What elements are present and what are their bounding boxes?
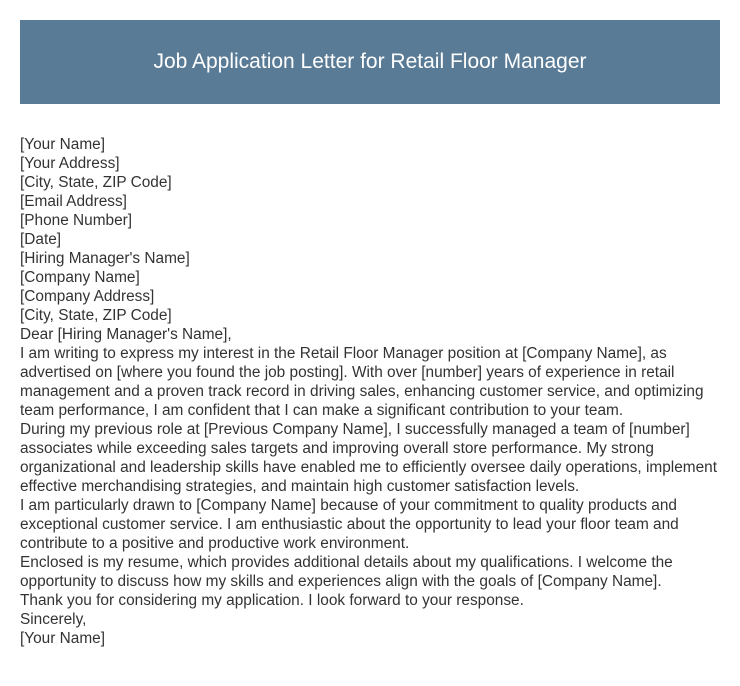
sender-address: [Your Address] <box>20 155 120 172</box>
sender-email: [Email Address] <box>20 193 127 210</box>
company-name: [Company Name] <box>20 269 140 286</box>
title-banner <box>20 20 720 104</box>
sender-name: [Your Name] <box>20 136 105 153</box>
salutation: Dear [Hiring Manager's Name], <box>20 326 232 343</box>
sender-phone: [Phone Number] <box>20 212 133 229</box>
letter-date: [Date] <box>20 231 62 248</box>
body-paragraph: Enclosed is my resume, which provides additional details about my qualifications. I welcome the opportunity to discuss how my skills and experiences align with the goals of [Company Name]. <box>20 554 673 590</box>
company-address: [Company Address] <box>20 288 155 305</box>
company-city: [City, State, ZIP Code] <box>20 307 172 324</box>
closing: Sincerely, <box>20 611 87 628</box>
page-title: Job Application Letter for Retail Floor Manager <box>153 50 587 73</box>
body-paragraph: Thank you for considering my application. I look forward to your response. <box>20 592 524 609</box>
body-paragraph: I am writing to express my interest in the Retail Floor Manager position at [Company Name], as advertised on [where you found the job posting]. With over [number] years of experience in retail management and a proven track record in driving sales, enhancing customer service, and optimizing team performance, I am confident that I can make a significant contribution to your team. <box>20 345 704 419</box>
body-paragraph: During my previous role at [Previous Company Name], I successfully managed a team of [number] associates while exceeding sales targets and improving overall store performance. My strong organizational and leadership skills have enabled me to efficiently oversee daily operations, implement effective merchandising strategies, and maintain high customer satisfaction levels. <box>20 421 717 495</box>
sender-city: [City, State, ZIP Code] <box>20 174 172 191</box>
signature: [Your Name] <box>20 630 105 647</box>
recipient-name: [Hiring Manager's Name] <box>20 250 190 267</box>
body-paragraph: I am particularly drawn to [Company Name] because of your commitment to quality products and exceptional customer service. I am enthusiastic about the opportunity to lead your floor team and contribute to a positive and productive work environment. <box>20 497 679 552</box>
letter-body <box>20 135 722 648</box>
